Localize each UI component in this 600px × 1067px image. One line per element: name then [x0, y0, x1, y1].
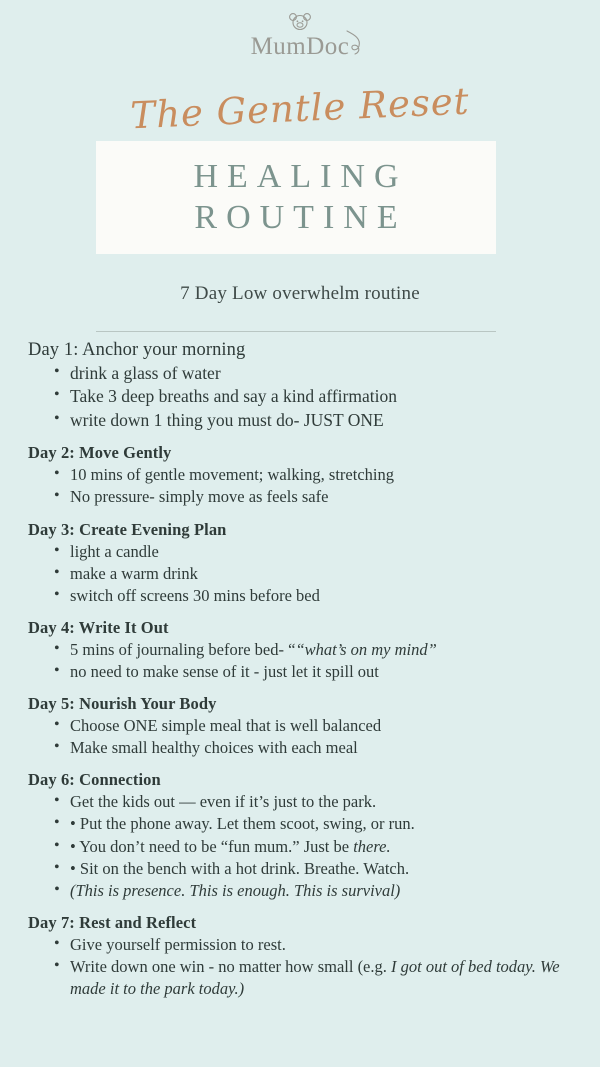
day-items — [28, 464, 576, 508]
day-title: Day 7: Rest and Reflect — [28, 912, 197, 932]
day-block — [28, 340, 576, 432]
day-block — [28, 618, 576, 683]
divider — [96, 331, 496, 332]
day-items — [28, 362, 576, 432]
day-items — [28, 639, 576, 683]
list-item-text: Choose ONE simple meal that is well balanced — [70, 716, 382, 736]
subtitle: 7 Day Low overwhelm routine — [180, 283, 420, 304]
day-title: Day 1: Anchor your morning — [28, 340, 246, 360]
list-item — [54, 661, 576, 683]
list-item-text: Take 3 deep breaths and say a kind affirmation — [70, 386, 397, 407]
list-item-emphasis: “what’s on my mind” — [295, 639, 437, 659]
list-item-emphasis: there. — [353, 836, 391, 856]
day-title: Day 3: Create Evening Plan — [28, 519, 227, 539]
list-item — [54, 486, 576, 508]
list-item-text: Make small healthy choices with each meal — [70, 738, 358, 758]
list-item — [54, 836, 576, 858]
list-item-text: light a candle — [70, 541, 159, 561]
list-item — [54, 409, 576, 432]
day-title: Day 2: Move Gently — [28, 443, 172, 463]
day-block — [28, 770, 576, 902]
day-items — [28, 791, 576, 902]
list-item-text: no need to make sense of it - just let it spill out — [70, 661, 379, 681]
day-block — [28, 520, 576, 607]
list-item-text: make a warm drink — [70, 563, 198, 583]
list-item-text: • You don’t need to be “fun mum.” Just be — [70, 836, 354, 856]
list-item — [54, 791, 576, 813]
script-title: The Gentle Reset — [129, 79, 471, 138]
brand-name: MumDoc — [250, 33, 350, 60]
brand-header — [0, 0, 600, 59]
list-item — [54, 541, 576, 563]
day-title: Day 6: Connection — [28, 770, 161, 790]
list-item-text: write down 1 thing you must do- JUST ONE — [70, 409, 384, 430]
list-item-text: Get the kids out — even if it’s just to the park. — [70, 792, 377, 812]
list-item — [54, 563, 576, 585]
list-item — [54, 362, 576, 385]
list-item — [54, 737, 576, 759]
list-item-text: Write down one win - no matter how small (e.g. — [70, 956, 392, 976]
list-item-text: No pressure- simply move as feels safe — [70, 487, 329, 507]
list-item-text: • Sit on the bench with a hot drink. Breathe. Watch. — [70, 858, 410, 878]
list-item-text: 10 mins of gentle movement; walking, stretching — [70, 465, 394, 485]
headline-line-2: ROUTINE — [194, 198, 407, 236]
list-item-text: switch off screens 30 mins before bed — [70, 585, 320, 605]
list-item-text: drink a glass of water — [70, 363, 221, 383]
list-item-text: Give yourself permission to rest. — [70, 934, 286, 954]
list-item — [54, 956, 576, 1000]
day-block — [28, 913, 576, 1000]
list-item — [54, 880, 576, 902]
list-item — [54, 858, 576, 880]
list-item — [54, 934, 576, 956]
list-item-emphasis: I got out of bed today. We made it to the park today.) — [70, 956, 560, 999]
list-item — [54, 639, 576, 661]
list-item-text: • Put the phone away. Let them scoot, swing, or run. — [70, 814, 415, 834]
routine-list — [28, 340, 576, 1009]
brand-mark — [251, 12, 350, 59]
day-items — [28, 541, 576, 607]
list-item — [54, 715, 576, 737]
day-title: Day 5: Nourish Your Body — [28, 694, 217, 714]
list-item — [54, 813, 576, 835]
headline-card — [96, 141, 496, 254]
list-item-text: 5 mins of journaling before bed- “ — [70, 639, 296, 659]
day-block — [28, 694, 576, 759]
day-block — [28, 443, 576, 508]
day-items — [28, 934, 576, 1000]
list-item-text: (This is presence. This is enough. This is survival) — [70, 880, 401, 900]
day-items — [28, 715, 576, 759]
list-item — [54, 385, 576, 408]
list-item — [54, 464, 576, 486]
swirl-flourish-icon — [345, 29, 367, 59]
headline-line-1: HEALING — [193, 158, 408, 196]
list-item — [54, 585, 576, 607]
day-title: Day 4: Write It Out — [28, 617, 169, 637]
